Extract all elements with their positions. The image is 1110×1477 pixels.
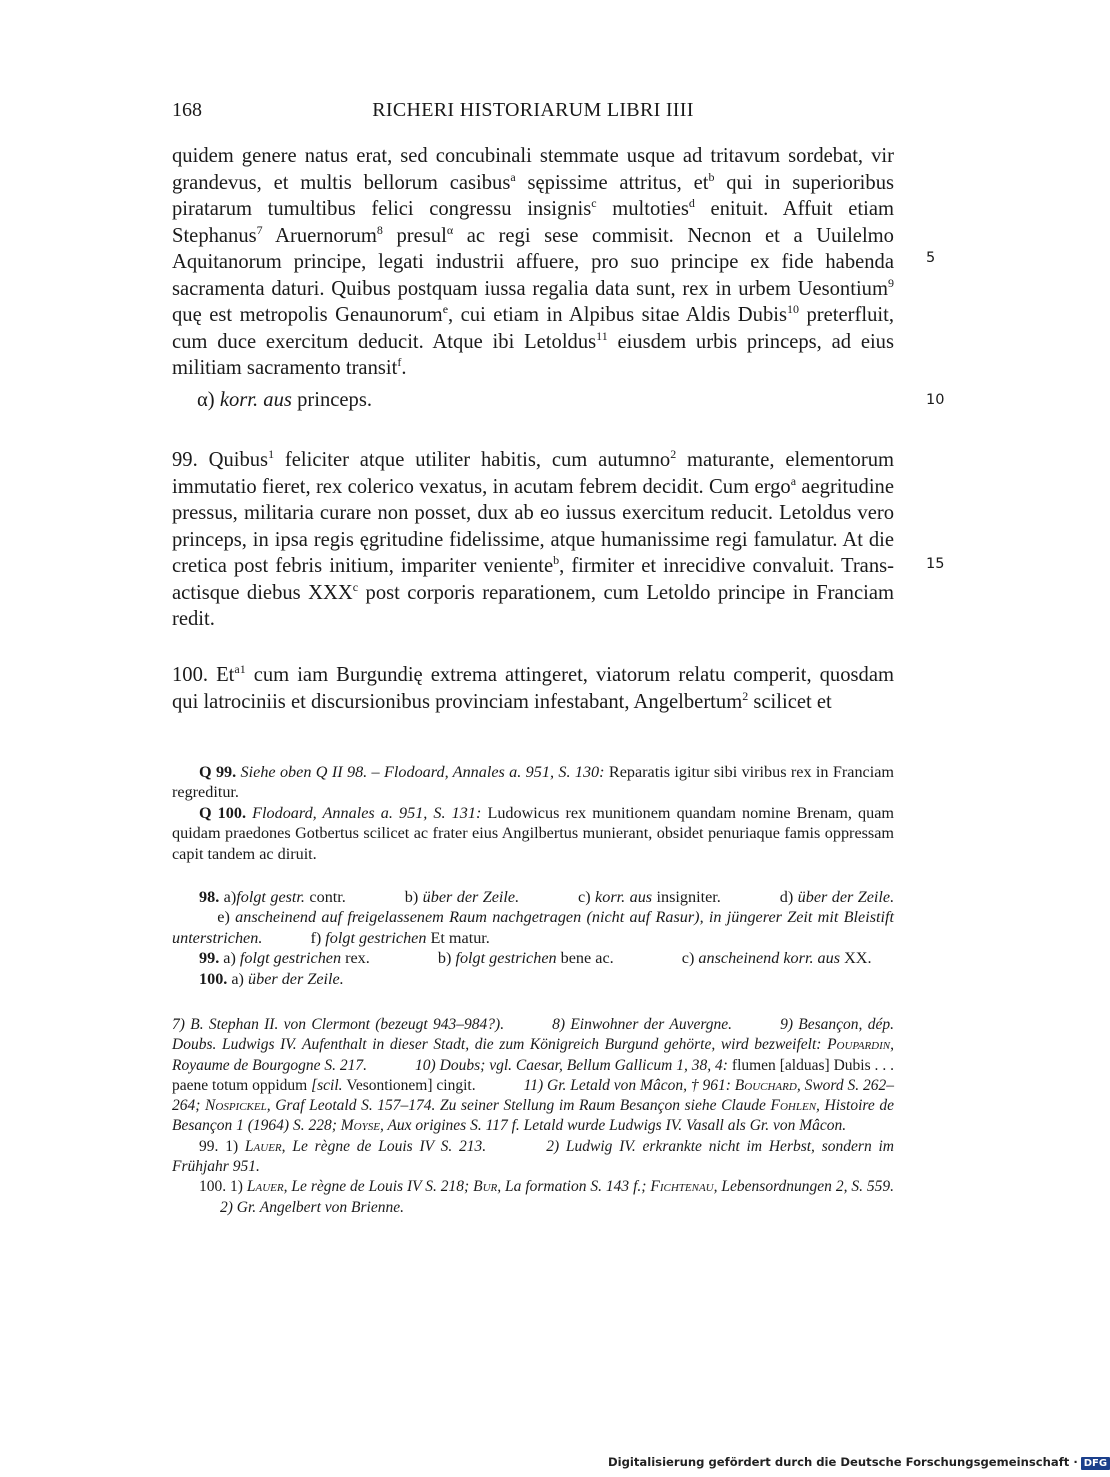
chapter-98-text: [172, 143, 894, 382]
line-number: 5: [926, 250, 936, 266]
apparatus-99: 99. a) folgt gestrichen rex. b) folgt gestrichen bene ac. c) anscheinend korr. aus XX.: [199, 949, 872, 968]
line-number: 15: [926, 556, 945, 572]
source-apparatus: [172, 762, 894, 864]
paragraph: 99. Quibus$^1$ feliciter atque utiliter habitis, cum autumno$^2$ maturante, elementorum immutatio fieret, rex colerico vexatus, in acutam febrem decidit. Cum ergo$^a$ aegritudine pressus, militaria curare non posset, dux ab eo iussus exercitum reducit. Letoldus vero princeps, in ipsa regis ęgritudine fidelissime, atque humanissime regi famulatur. At die cretica post febris initium, impariter veniente$^b$, firmiter et inrecidive convaluit. Trans- actisque diebus XXX$^c$ post corporis reparationem, cum Letoldo principe in Franciam redit.: [172, 447, 895, 630]
running-title: RICHERI HISTORIARUM LIBRI IIII: [372, 99, 694, 121]
line-number: 10: [926, 392, 945, 408]
running-header: [172, 99, 894, 129]
paragraph: quidem genere natus erat, sed concubinali stemmate usque ad tritavum sordebat, vir grandevus, et multis bellorum casibus$^a$ sępissime attritus, $et^b$ qui in superioribus piratarum tumultibus felici congressu insignis$^c$ multoties$^d$ enituit. Affuit etiam Stephanus$^7$ Aruernorum$^8$ presul$^\alpha$ ac regi sese commisit. Necnon et a Uuilelmo Aquitanorum principe, legati industrii affuere, pro suo principe ex fide habenda sacramenta daturi. Quibus postquam iussa regalia data sunt, rex in urbem Uesontium$^9$ quę est metropolis Genaunorum$^e$, cui etiam in Alpibus sitae Aldis Dubis$^{10}$ preterfluit, cum duce exercitum deducit. Atque ibi Letoldus$^{11}$ eiusdem urbis princeps, ad eius militiam sacramento transit$^f$.: [172, 145, 895, 379]
commentary-100: 100. 1) Lauer, Le règne de Louis IV S. 218; Bur, La formation S. 143 f.; Fichtenau, Lebensordnungen 2, S. 559.2) Gr. Angelbert von Brienne.: [199, 1178, 895, 1216]
commentary-notes: [172, 1015, 894, 1218]
commentary-99: 99. 1) Lauer, Le règne de Louis IV S. 213. 2) Ludwig IV. erkrankte nicht im Herbst, sondern im Frühjahr 951.: [172, 1137, 894, 1176]
digitization-footer: Digitalisierung gefördert durch die Deutsche Forschungsgemeinschaft · DFG: [608, 1455, 1110, 1470]
source-q100: Q 100. Flodoard, Annales a. 951, S. 131: Ludowicus rex munitionem quandam nomine Brenam, quam quidam praedones Gotbertus scilicet ac frater eius Angilbertus munierant, obsidet penuriaque famis oppressam capit tandem ac diruit.: [172, 803, 895, 863]
commentary-98: 7) B. Stephan II. von Clermont (bezeugt 943–984?). 8) Einwohner der Auvergne. 9) Besançon, dép. Doubs. Ludwigs IV. Aufenthalt in dieser Stadt, die zum Königreich Burgund gehörte, wird bezweifelt: Poupardin, Royaume de Bourgogne S. 217. 10) Doubs; vgl. Caesar, Bellum Gallicum 1, 38, 4: flumen [alduas] Dubis . . . paene totum oppidum [scil. Vesontionem] cingit. 11) Gr. Letald von Mâcon, † 961: Bouchard, Sword S. 262–264; Nospickel, Graf Leotald S. 157–174. Zu seiner Stellung im Raum Besançon siehe Claude Fohlen, Histoire de Besançon 1 (1964) S. 228; Moyse, Aux origines S. 117 f. Letald wurde Ludwigs IV. Vasall als Gr. von Mâcon.: [172, 1016, 895, 1135]
chapter-100-text: [172, 662, 894, 715]
chapter-99-text: [172, 447, 894, 633]
apparatus-98: 98. a)folgt gestr. contr. b) über der Zeile. c) korr. aus insigniter. d) über der Zeile. e) anscheinend auf freigelassenem Raum nachgetragen (nicht auf Rasur), in jüngerer Zeit mit Bleistift unterstrichen. f) folgt gestrichen Et matur.: [172, 888, 895, 947]
paragraph: 100. $Et^{a1}$ cum iam Burgundię extrema attingeret, viatorum relatu comperit, quosdam qui latrociniis et discursionibus provinciam infestabant, Angelbertum$^2$ scilicet et: [172, 662, 894, 713]
critical-apparatus: [172, 887, 894, 989]
source-q99: Q 99. Siehe oben Q II 98. – Flodoard, Annales a. 951, S. 130: Reparatis igitur sibi viribus rex in Franciam regreditur.: [172, 763, 894, 802]
alpha-note: α) korr. aus princeps.: [197, 389, 372, 411]
apparatus-100: 100. a) über der Zeile.: [199, 969, 344, 988]
dfg-logo: DFG: [1081, 1457, 1110, 1470]
page-number: 168: [172, 99, 202, 121]
